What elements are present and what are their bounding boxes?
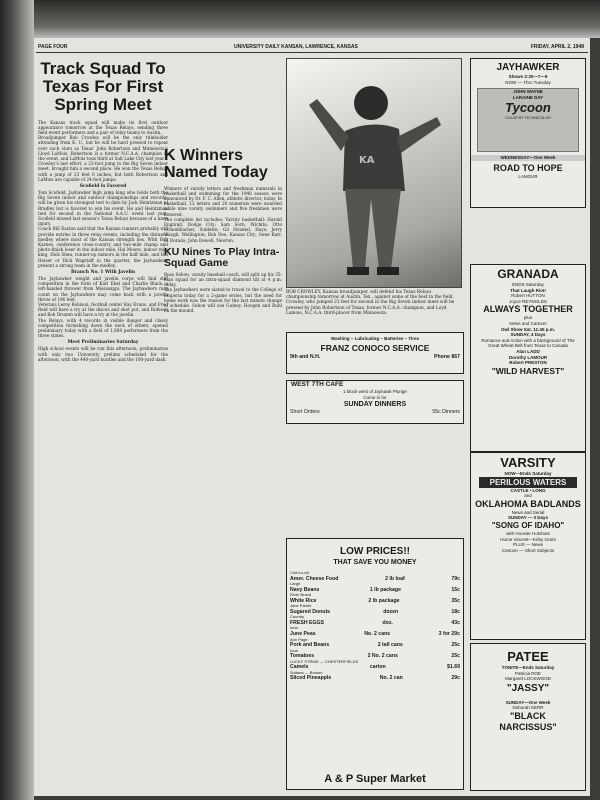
cafe-location: 1 block west of Jayhawk Plunge bbox=[343, 389, 407, 394]
a-and-p-ad bbox=[286, 538, 464, 790]
anp-store-name: A & P Super Market bbox=[324, 773, 426, 785]
anp-item-price: 25c bbox=[451, 653, 460, 660]
anp-item-name: Tomatoes bbox=[290, 653, 315, 660]
granada-extras: News and Cartoon bbox=[509, 320, 547, 326]
jayhawker-title: JAYHAWKER bbox=[496, 62, 560, 73]
winners-story bbox=[164, 148, 282, 793]
jayhawker-technicolor: COLOR BY TECHNICOLOR bbox=[505, 116, 551, 121]
anp-item-name: FRESH EGGS bbox=[290, 619, 325, 626]
anp-item-unit: 2 tall cans bbox=[377, 642, 403, 649]
track-paragraph: High school events will be run this afternoon, preliminaries with only two University prelims scheduled for the afternoon, with the 440-yard hurdles and the 100-yard dash. bbox=[38, 346, 168, 362]
anp-item-name: Sliced Pineapple bbox=[290, 675, 332, 682]
anp-item-price: 25c bbox=[451, 642, 460, 649]
franz-phone: Phone 867 bbox=[434, 353, 460, 360]
cafe-price: 55c Dinners bbox=[432, 409, 460, 416]
track-paragraph: Coach Bill Easton said that the Kansas runners probably will provide entries in three relay events, including the distance medley where most of the Kansas strength lies. With Bob Karnes, conference cross-country and two-mile champ and photo-finish loser in the indoor mile, Hal Moore, indoor mile king, Dick Sben, runner-up indoors in the half mile, and Bill Heiser or Dick Wagstaff in the quarter, the Jayhawkers present a strong team in the medley. bbox=[38, 226, 168, 268]
anp-item-brand: Iona bbox=[290, 625, 298, 631]
track-lead: The Kansas track squad will make its first outdoor appearance tomorrow at the Texas Relays, sending three field event performers and a pair of relay teams to Austin. bbox=[38, 119, 168, 135]
jayhawker-star-2: LARAINE DAY bbox=[512, 94, 544, 100]
anp-item-price: 18c bbox=[451, 608, 460, 615]
patee-sunday: SUNDAY—One Week bbox=[505, 699, 551, 705]
franz-name: FRANZ CONOCO SERVICE bbox=[320, 342, 430, 353]
track-story bbox=[38, 60, 168, 790]
track-subhead: Scofield Is Favored bbox=[79, 183, 127, 189]
granada-blurb: Romance and Action with a background of The Great Wheat Belt from Texas to Canada bbox=[481, 337, 575, 349]
nines-paragraph: Russ Sehon, varsity baseball coach, will split up his 35-man squad for an intra-squad diamond tilt at 4 p.m. today. bbox=[164, 271, 282, 288]
anp-item-name: Pork and Beans bbox=[290, 642, 330, 649]
newspaper-page bbox=[34, 38, 590, 796]
franz-address: 9th and N.H. bbox=[290, 353, 321, 360]
track-subhead: Meet Preliminaries Saturday bbox=[67, 340, 139, 346]
anp-item-unit: 1 lb package bbox=[369, 586, 401, 593]
granada-theater-ad bbox=[470, 264, 586, 452]
issue-date: FRIDAY, APRIL 2, 1948 bbox=[530, 44, 584, 50]
cafe-dinners: SUNDAY DINNERS bbox=[343, 401, 407, 409]
track-paragraph: Tom Scofield, Jayhawker high jump king who holds both the Big Seven indoor and outdoor championships and records, will be given his strongest test to date by Jack Heintzman of Bradley but is favored to win his event. He and Heintzman tied for second in the National A.A.U. event last year. Scofield missed last season's Texas Relays because of a knee injury. bbox=[38, 189, 168, 227]
anp-item-unit: 2 No. 2 cans bbox=[367, 653, 398, 660]
granada-star-2: Joyce REYNOLDS bbox=[509, 298, 547, 304]
anp-item-brand: Jane Parker bbox=[290, 603, 312, 609]
anp-item-unit: 2 lb package bbox=[368, 597, 400, 604]
page-number: PAGE FOUR bbox=[38, 44, 68, 50]
jayhawker-next-feature: ROAD TO HOPE bbox=[493, 162, 563, 173]
anp-item-unit: 2 lb loaf bbox=[385, 575, 405, 582]
anp-item-price: $1.69 bbox=[447, 664, 460, 671]
track-paragraph: Crowley's last effort, a 23-foot jump in the Big Seven indoor meet, brought him a second place. He won the Texas Relays with a jump of 23 feet 6 inches, but both Robertson and LaMois are capable of 24-foot jumps. bbox=[38, 161, 168, 182]
varsity-theater-ad bbox=[470, 452, 586, 640]
granada-star-1: Robert HUTTON bbox=[511, 293, 545, 299]
folio-rule bbox=[36, 52, 588, 53]
cafe-invite: Come in for bbox=[363, 394, 387, 400]
franz-services: Washing – Lubricating – Batteries – Tires bbox=[330, 336, 420, 341]
granada-star-3: Alan LADD bbox=[516, 348, 540, 354]
anp-item-price: 3 for 29c bbox=[438, 631, 460, 638]
anp-item-unit: doz. bbox=[382, 619, 393, 626]
track-paragraph: Veterans Leroy Robison, football center Ray Evans, and Fred Reid will have a try at the discus and shot put, and Robison and Bob Drumm will have a try at the javelin. bbox=[38, 302, 168, 318]
track-headline: Track Squad To Texas For First Spring Meet bbox=[40, 60, 166, 114]
patee-star-3: Deborah KERR bbox=[512, 705, 544, 711]
anp-item-unit: dozen bbox=[383, 608, 399, 615]
anp-item-list bbox=[287, 571, 463, 682]
varsity-run: NOW—Ends Saturday bbox=[504, 471, 552, 476]
winners-headline: K Winners Named Today bbox=[164, 148, 268, 181]
varsity-with: with Hoosier Hotshots bbox=[506, 530, 550, 536]
franz-conoco-ad bbox=[286, 332, 464, 374]
anp-item-name: White Rice bbox=[290, 597, 317, 604]
jayhawker-feature: Tycoon bbox=[505, 100, 551, 116]
patee-feature: "JASSY" bbox=[506, 682, 550, 694]
cafe-orders: Short Orders bbox=[290, 409, 320, 416]
jayhawker-run: NOW — Thru Tuesday bbox=[505, 79, 551, 85]
anp-item-unit: carton bbox=[369, 664, 386, 671]
anp-item-unit: No. 2 can bbox=[379, 675, 403, 682]
anp-item-price: 15c bbox=[451, 586, 460, 593]
anp-item-brand: River Brand bbox=[290, 592, 312, 598]
anp-item-unit: No. 2 cans bbox=[364, 631, 391, 638]
granada-feature: ALWAYS TOGETHER bbox=[483, 304, 573, 315]
west-seventh-cafe-ad bbox=[286, 380, 464, 424]
jersey-letters: KA bbox=[359, 155, 375, 166]
patee-next-feature: "BLACK NARCISSUS" bbox=[499, 710, 557, 732]
jayhawker-next-run: WEDNESDAY—One Week bbox=[471, 155, 585, 161]
anp-item-name: Sugared Donuts bbox=[290, 608, 331, 615]
varsity-shorts: Cartoon — Short Subjects bbox=[501, 547, 555, 553]
nines-paragraph: The Jayhawkers were slated to travel to the College of Emporia today for a 2-game series, but the need for home work was the reason for the last minute change of schedule. Sehon will use Guiney, Hoogen and Ruhl on the mound. bbox=[164, 287, 282, 314]
athlete-figure bbox=[287, 59, 462, 288]
track-paragraph: The Relays, with 4 records in visible danger and classy competition furnishing down the neck of others, opened preliminary today with a field of 1,868 performers from the three states. bbox=[38, 317, 168, 339]
patee-star-2: Margaret LOCKWOOD bbox=[504, 676, 551, 682]
photo-caption: BOB CROWLEY, Kansas broadjumper, will defend his Texas Relays championship tomorrow at Austin, Tex., against some of the best in the field. Crowley, who jumped 23 feet for second in the Big Seven indoor meet will be pressed by John Robertson of Texas, former N.C.A.A. champion, and Loyd Lamois, N.C.A.A. third-placer from Minnesota. bbox=[286, 290, 455, 316]
masthead: UNIVERSITY DAILY KANSAN, LAWRENCE, KANSAS bbox=[234, 44, 358, 50]
varsity-feature-2: OKLAHOMA BADLANDS bbox=[475, 498, 581, 509]
patee-theater-ad bbox=[470, 643, 586, 791]
anp-item-price: 29c bbox=[451, 675, 460, 682]
winners-paragraph: The complete list includes: Varsity basketball: Harold Englund, Dodge City; Sam Sorn, Wichita; Otto Schnellbacher, Sublette; Gil Stramel, Hays; Jerry Waugh, Wellington; Bob Dee, Kansas City; Gene Barr, El Dorado; John Dewell, Newton. bbox=[164, 216, 282, 243]
granada-ends: ENDS Saturday bbox=[512, 282, 544, 287]
anp-item-row bbox=[287, 675, 463, 682]
track-paragraph: The Jayhawker weight and javelin corps will find stiff competition in the form of Karl Ebel and Charlie Black, a left-handed thrower from Mississippi. The Jayhawkers may count on the Jayhawkers may come back with a javelin throw of 196 feet. bbox=[38, 276, 168, 302]
anp-item-brand: LUCKY STRIKE — CHESTERFIELDS bbox=[290, 658, 359, 664]
varsity-feature-1: PERILOUS WATERS bbox=[479, 477, 577, 488]
jayhawker-showtimes: Shows 2:30—7—9 bbox=[508, 74, 548, 79]
varsity-extras: News and Serial bbox=[511, 509, 545, 515]
varsity-and: and bbox=[524, 493, 532, 499]
varsity-title: VARSITY bbox=[500, 455, 556, 470]
anp-item-name: Amer. Cheese Food bbox=[290, 575, 339, 582]
jayhawker-next-star: LAMOUR bbox=[518, 173, 538, 179]
granada-tagline: That Laugh Riot! bbox=[510, 287, 546, 293]
granada-star-4: Dorothy LAMOUR bbox=[508, 354, 548, 360]
scan-left-edge bbox=[0, 0, 34, 800]
anp-item-brand: Country bbox=[290, 614, 305, 620]
anp-item-brand: Large bbox=[290, 581, 301, 587]
patee-star-1: Patricia ROE bbox=[514, 670, 541, 676]
anp-item-name: Camels bbox=[290, 664, 309, 671]
scan-top-edge bbox=[0, 0, 600, 38]
winners-paragraph: Winners of varsity letters and freshman numerals in basketball and swimming for the 1948 season were announced by Dr. F. C. Allen, athletic director, today. In basketball, 13 letters and 20 numerals were awarded while nine varsity swimmers and five freshmen were honored. bbox=[164, 185, 282, 217]
anp-slogan: LOW PRICES!! bbox=[340, 546, 410, 557]
cafe-name: WEST 7TH CAFE bbox=[291, 381, 344, 388]
athlete-photo bbox=[286, 58, 462, 288]
patee-title: PATEE bbox=[507, 649, 549, 664]
granada-title: GRANADA bbox=[497, 267, 559, 281]
patee-run: TONITE—Ends Saturday bbox=[501, 665, 555, 670]
jayhawker-theater-ad bbox=[470, 58, 586, 208]
anp-item-price: 43c bbox=[451, 619, 460, 626]
varsity-stars-2: Hume Vincent—Kirby Grant bbox=[500, 536, 556, 542]
jayhawker-star-1: JOHN WAYNE bbox=[513, 89, 543, 95]
anp-item-name: June Peas bbox=[290, 631, 316, 638]
varsity-sunday: SUNDAY — 3 Days bbox=[507, 515, 549, 521]
granada-sunday: SUNDAY, 4 Days bbox=[510, 332, 546, 338]
track-paragraph: Broadjumper Bob Crowley will be the only titleholder attending from K. U., but he will be hard pressed to repeat over such stars as Texas' John Robertson and Minnesota's Lloyd LaMois. Robertson is a former N.C.A.A. champion in the event, and LaMois took third at Salt Lake City last year. bbox=[38, 135, 168, 161]
anp-subslogan: THAT SAVE YOU MONEY bbox=[333, 559, 417, 566]
granada-next-feature: "WILD HARVEST" bbox=[491, 365, 565, 376]
anp-item-price: 79c bbox=[451, 575, 460, 582]
granada-owl-show: Owl Show Sat. 11:45 p.m. bbox=[500, 326, 555, 332]
anp-item-name: Navy Beans bbox=[290, 586, 320, 593]
granada-plus: plus bbox=[523, 315, 533, 321]
anp-item-brand: Ched-o-bit bbox=[290, 570, 309, 575]
varsity-stars: CASTLE • LONG bbox=[510, 487, 546, 493]
nines-headline: KU Nines To Play Intra-Squad Game bbox=[164, 245, 280, 269]
varsity-plus: PLUS — News bbox=[512, 542, 543, 548]
granada-star-5: Robert PRESTON bbox=[509, 360, 547, 366]
anp-item-brand: Iona bbox=[290, 647, 298, 653]
anp-item-brand: Ann Page bbox=[290, 636, 308, 642]
track-subhead: Branch No. 1 With Javelin bbox=[70, 270, 136, 276]
anp-item-price: 35c bbox=[451, 597, 460, 604]
anp-item-brand: Sultana — Broken bbox=[290, 669, 323, 675]
varsity-next-feature: "SONG OF IDAHO" bbox=[491, 520, 565, 530]
